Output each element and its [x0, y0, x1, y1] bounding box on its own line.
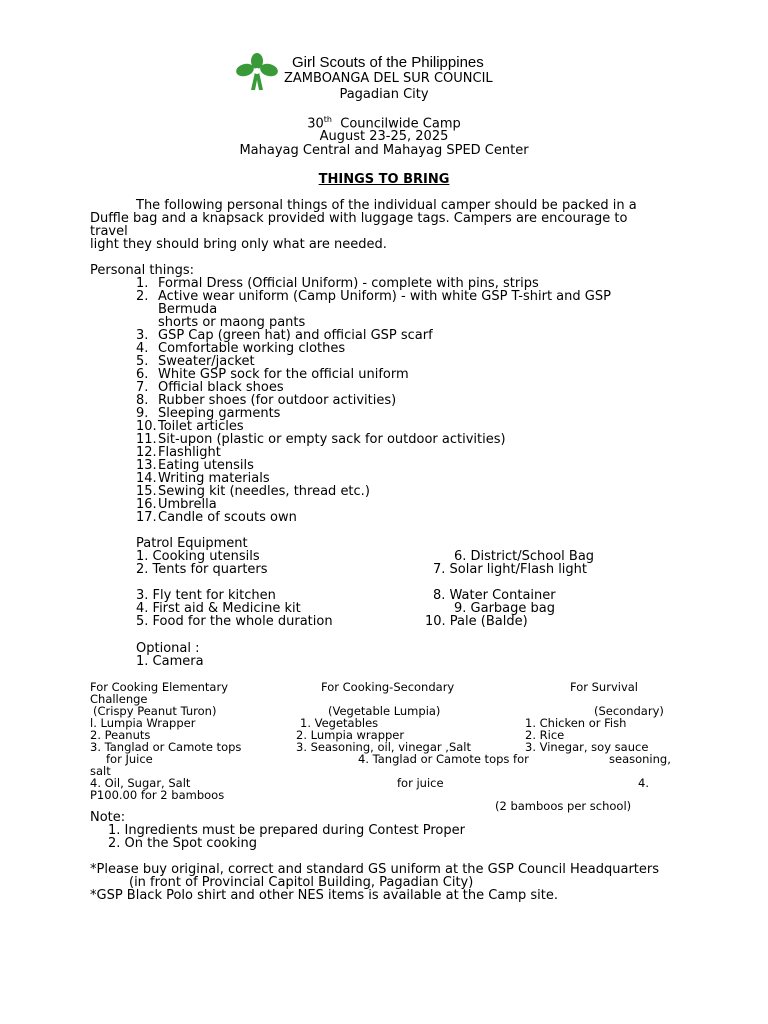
cooking-cell: For Cooking-Secondary — [321, 680, 455, 694]
personal-item-number: 16. — [136, 497, 157, 512]
personal-item-text: Sit-upon (plastic or empty sack for outdoor activities) — [158, 432, 506, 447]
footer-note: *Please buy original, correct and standard GS uniform at the GSP Council Headquarters — [90, 862, 659, 877]
personal-item-number: 4. — [136, 341, 149, 356]
cooking-cell: salt — [90, 764, 111, 778]
cooking-cell: for juice — [397, 776, 444, 790]
personal-item-number: 8. — [136, 393, 149, 408]
personal-item-text: Bermuda — [158, 302, 218, 317]
patrol-item: 8. Water Container — [433, 588, 556, 603]
intro-line: The following personal things of the individual camper should be packed in a — [136, 198, 637, 213]
council-name: ZAMBOANGA DEL SUR COUNCIL — [284, 71, 493, 86]
camp-venue: Mahayag Central and Mahayag SPED Center — [239, 143, 529, 158]
patrol-item: 2. Tents for quarters — [136, 562, 268, 577]
cooking-cell: 1. Vegetables — [300, 716, 379, 730]
gsp-trefoil-logo — [233, 52, 281, 92]
cooking-cell: For Survival — [570, 680, 638, 694]
cooking-cell: (Vegetable Lumpia) — [328, 704, 441, 718]
cooking-cell: (2 bamboos per school) — [495, 799, 632, 813]
optional-heading: Optional : — [136, 641, 200, 656]
patrol-item: 6. District/School Bag — [454, 549, 595, 564]
cooking-cell: 4. Tanglad or Camote tops for — [358, 752, 529, 766]
cooking-cell: (Secondary) — [594, 704, 664, 718]
personal-item-text: Eating utensils — [158, 458, 254, 473]
cooking-cell: 2. Rice — [525, 728, 565, 742]
personal-item-text: Official black shoes — [158, 380, 284, 395]
personal-item-text: White GSP sock for the official uniform — [158, 367, 409, 382]
personal-item-text: Toilet articles — [158, 419, 244, 434]
personal-item-text: Active wear uniform (Camp Uniform) - with white GSP T-shirt and GSP — [158, 289, 611, 304]
personal-item-number: 7. — [136, 380, 149, 395]
intro-line: light they should bring only what are needed. — [90, 237, 387, 252]
cooking-cell: seasoning, — [609, 752, 671, 766]
personal-item-number: 3. — [136, 328, 149, 343]
patrol-item: 7. Solar light/Flash light — [433, 562, 588, 577]
personal-item-number: 13. — [136, 458, 157, 473]
footer-note: (in front of Provincial Capitol Building, Pagadian City) — [129, 875, 474, 890]
optional-item: 1. Camera — [136, 654, 204, 669]
personal-heading: Personal things: — [90, 263, 194, 278]
footer-note: *GSP Black Polo shirt and other NES items is available at the Camp site. — [90, 888, 558, 903]
personal-item-number: 12. — [136, 445, 157, 460]
camp-title: 30th Councilwide Camp — [307, 115, 461, 132]
patrol-item: 9. Garbage bag — [454, 601, 555, 616]
cooking-cell: 4. — [638, 776, 649, 790]
personal-item-text: Formal Dress (Official Uniform) - complete with pins, strips — [158, 276, 539, 291]
personal-item-text: Candle of scouts own — [158, 510, 297, 525]
personal-item-number: 1. — [136, 276, 149, 291]
personal-item-text: shorts or maong pants — [158, 315, 306, 330]
personal-item-number: 2. — [136, 289, 149, 304]
cooking-cell: 3. Tanglad or Camote tops — [90, 740, 242, 754]
personal-item-text: Rubber shoes (for outdoor activities) — [158, 393, 397, 408]
cooking-cell: For Cooking Elementary — [90, 680, 229, 694]
personal-item-number: 5. — [136, 354, 149, 369]
personal-item-text: GSP Cap (green hat) and official GSP scarf — [158, 328, 433, 343]
personal-item-text: Sewing kit (needles, thread etc.) — [158, 484, 370, 499]
cooking-cell: P100.00 for 2 bamboos — [90, 788, 225, 802]
camp-dates: August 23-25, 2025 — [319, 129, 449, 144]
note-heading: Note: — [90, 810, 126, 825]
personal-item-number: 15. — [136, 484, 157, 499]
page-title: THINGS TO BRING — [318, 172, 450, 187]
cooking-cell: 3. Seasoning, oil, vinegar ,Salt — [296, 740, 471, 754]
personal-item-text: Sweater/jacket — [158, 354, 255, 369]
personal-item-text: Comfortable working clothes — [158, 341, 346, 356]
intro-line: Duffle bag and a knapsack provided with luggage tags. Campers are encourage to — [90, 211, 628, 226]
cooking-cell: l. Lumpia Wrapper — [90, 716, 196, 730]
personal-item-text: Writing materials — [158, 471, 270, 486]
city-name: Pagadian City — [339, 87, 429, 102]
personal-item-number: 6. — [136, 367, 149, 382]
cooking-cell: 3. Vinegar, soy sauce — [525, 740, 649, 754]
patrol-heading: Patrol Equipment — [136, 536, 248, 551]
patrol-item: 1. Cooking utensils — [136, 549, 260, 564]
cooking-cell: Challenge — [90, 692, 148, 706]
personal-item-text: Sleeping garments — [158, 406, 281, 421]
patrol-item: 10. Pale (Balde) — [425, 614, 528, 629]
patrol-item: 4. First aid & Medicine kit — [136, 601, 301, 616]
patrol-item: 5. Food for the whole duration — [136, 614, 333, 629]
cooking-cell: (Crispy Peanut Turon) — [93, 704, 217, 718]
cooking-cell: 2. Lumpia wrapper — [296, 728, 405, 742]
personal-item-number: 17. — [136, 510, 157, 525]
personal-item-text: Flashlight — [158, 445, 221, 460]
cooking-cell: 1. Chicken or Fish — [525, 716, 627, 730]
cooking-cell: 2. Peanuts — [90, 728, 151, 742]
note-item: 2. On the Spot cooking — [108, 836, 257, 851]
personal-item-number: 9. — [136, 406, 149, 421]
personal-item-number: 10. — [136, 419, 157, 434]
personal-item-text: Umbrella — [158, 497, 217, 512]
cooking-cell: 4. Oil, Sugar, Salt — [90, 776, 191, 790]
note-item: 1. Ingredients must be prepared during Contest Proper — [108, 823, 465, 838]
intro-line: travel — [90, 224, 128, 239]
patrol-item: 3. Fly tent for kitchen — [136, 588, 276, 603]
cooking-cell: for Juice — [106, 752, 153, 766]
personal-item-number: 14. — [136, 471, 157, 486]
personal-item-number: 11. — [136, 432, 157, 447]
org-name: Girl Scouts of the Philippines — [292, 54, 484, 71]
